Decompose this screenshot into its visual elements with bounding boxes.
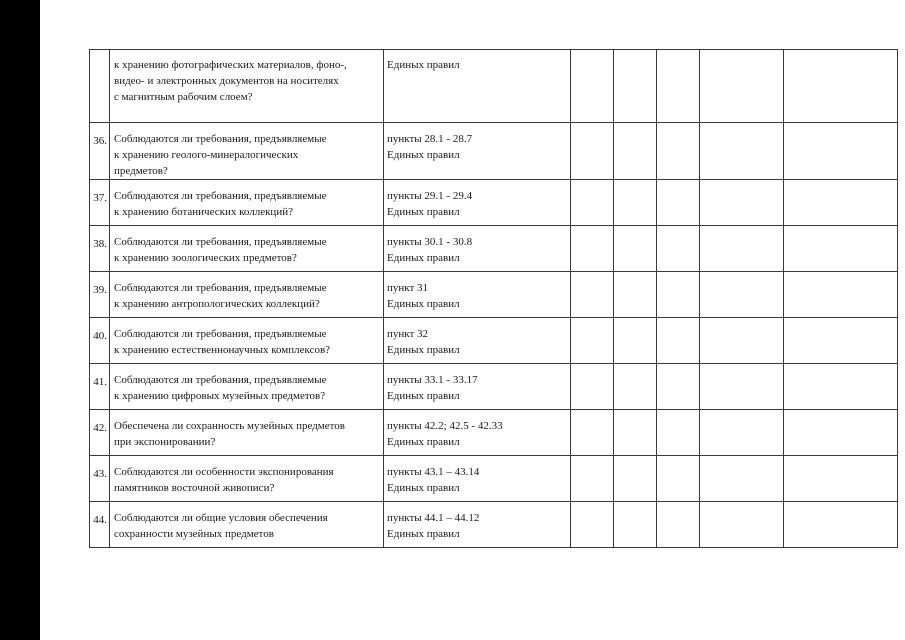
table-row [90,410,898,456]
question-text-line: Обеспечена ли сохранность музейных предметов [114,420,346,432]
answer-cell [571,318,614,364]
answer-cell [784,180,898,226]
answer-cell [571,226,614,272]
reference-text-line: Единых правил [387,390,460,402]
reference-text-line: Единых правил [387,59,460,71]
answer-cell [784,456,898,502]
checklist-table [89,49,898,548]
answer-cell [700,180,784,226]
table-row [90,50,898,123]
question-cell [110,502,384,548]
answer-cell [571,410,614,456]
row-number: 41. [90,364,110,410]
question-text-line: Соблюдаются ли требования, предъявляемые [114,133,327,145]
answer-cell [700,50,784,123]
answer-cell [784,318,898,364]
reference-cell [384,410,571,456]
answer-cell [571,123,614,180]
reference-cell [384,364,571,410]
reference-text-line: пункты 29.1 - 29.4 [387,190,473,202]
reference-text-line: Единых правил [387,344,460,356]
reference-text-line: Единых правил [387,252,460,264]
question-text-line: Соблюдаются ли требования, предъявляемые [114,190,327,202]
reference-text-line: пункты 44.1 – 44.12 [387,512,480,524]
answer-cell [614,50,657,123]
question-cell [110,318,384,364]
reference-text-line: Единых правил [387,482,460,494]
question-text-line: к хранению естественнонаучных комплексов? [114,344,331,356]
question-text-line: к хранению фотографических материалов, фоно-, [114,59,347,71]
answer-cell [571,502,614,548]
answer-cell [700,456,784,502]
row-number: 37. [90,180,110,226]
question-cell [110,226,384,272]
question-text-line: Соблюдаются ли особенности экспонирования [114,466,334,478]
reference-text-line: Единых правил [387,528,460,540]
answer-cell [657,272,700,318]
question-cell [110,456,384,502]
reference-text-line: Единых правил [387,436,460,448]
table-row [90,318,898,364]
question-text-line: к хранению зоологических предметов? [114,252,297,264]
question-text-line: Соблюдаются ли требования, предъявляемые [114,236,327,248]
table-row [90,364,898,410]
question-text-line: с магнитным рабочим слоем? [114,91,253,103]
reference-text-line: пункты 33.1 - 33.17 [387,374,478,386]
reference-text-line: пункты 42.2; 42.5 - 42.33 [387,420,503,432]
row-number: 43. [90,456,110,502]
question-text-line: Соблюдаются ли требования, предъявляемые [114,374,327,386]
table-row [90,456,898,502]
question-cell [110,50,384,123]
reference-text-line: пункт 31 [387,282,429,294]
answer-cell [784,410,898,456]
answer-cell [614,272,657,318]
question-text-line: предметов? [114,165,168,177]
question-text-line: Соблюдаются ли требования, предъявляемые [114,282,327,294]
answer-cell [657,180,700,226]
answer-cell [784,226,898,272]
answer-cell [614,180,657,226]
answer-cell [657,226,700,272]
answer-cell [657,318,700,364]
answer-cell [657,502,700,548]
row-number: 36. [90,123,110,180]
question-cell [110,180,384,226]
reference-cell [384,502,571,548]
question-text-line: Соблюдаются ли требования, предъявляемые [114,328,327,340]
answer-cell [700,123,784,180]
question-cell [110,410,384,456]
answer-cell [700,364,784,410]
question-text-line: сохранности музейных предметов [114,528,274,540]
question-text-line: к хранению ботанических коллекций? [114,206,293,218]
question-text-line: к хранению антропологических коллекций? [114,298,320,310]
question-cell [110,364,384,410]
question-text-line: к хранению цифровых музейных предметов? [114,390,326,402]
answer-cell [784,364,898,410]
question-text-line: при экспонировании? [114,436,216,448]
answer-cell [571,364,614,410]
answer-cell [784,50,898,123]
reference-text-line: пункт 32 [387,328,429,340]
answer-cell [700,502,784,548]
reference-text-line: Единых правил [387,298,460,310]
row-number [90,50,110,123]
answer-cell [700,410,784,456]
row-number: 44. [90,502,110,548]
question-text-line: к хранению геолого-минералогических [114,149,299,161]
answer-cell [657,456,700,502]
answer-cell [657,50,700,123]
row-number: 40. [90,318,110,364]
table-row [90,502,898,548]
reference-text-line: Единых правил [387,206,460,218]
reference-cell [384,226,571,272]
reference-text-line: пункты 28.1 - 28.7 [387,133,473,145]
answer-cell [784,502,898,548]
answer-cell [614,456,657,502]
reference-cell [384,180,571,226]
answer-cell [571,456,614,502]
reference-cell [384,318,571,364]
question-text-line: Соблюдаются ли общие условия обеспечения [114,512,328,524]
question-cell [110,123,384,180]
row-number: 38. [90,226,110,272]
answer-cell [571,180,614,226]
answer-cell [614,123,657,180]
answer-cell [614,364,657,410]
reference-text-line: Единых правил [387,149,460,161]
table-row [90,123,898,180]
reference-cell [384,50,571,123]
answer-cell [784,272,898,318]
reference-cell [384,456,571,502]
answer-cell [614,410,657,456]
answer-cell [614,226,657,272]
table-row [90,272,898,318]
answer-cell [571,272,614,318]
answer-cell [571,50,614,123]
answer-cell [700,318,784,364]
answer-cell [657,123,700,180]
question-text-line: памятников восточной живописи? [114,482,275,494]
row-number: 42. [90,410,110,456]
reference-cell [384,272,571,318]
answer-cell [700,226,784,272]
answer-cell [700,272,784,318]
reference-text-line: пункты 43.1 – 43.14 [387,466,480,478]
reference-text-line: пункты 30.1 - 30.8 [387,236,473,248]
scan-dark-edge [0,0,40,640]
answer-cell [614,502,657,548]
answer-cell [614,318,657,364]
reference-cell [384,123,571,180]
answer-cell [657,364,700,410]
question-cell [110,272,384,318]
table-row [90,180,898,226]
table-row [90,226,898,272]
answer-cell [657,410,700,456]
answer-cell [784,123,898,180]
row-number: 39. [90,272,110,318]
question-text-line: видео- и электронных документов на носителях [114,75,339,87]
